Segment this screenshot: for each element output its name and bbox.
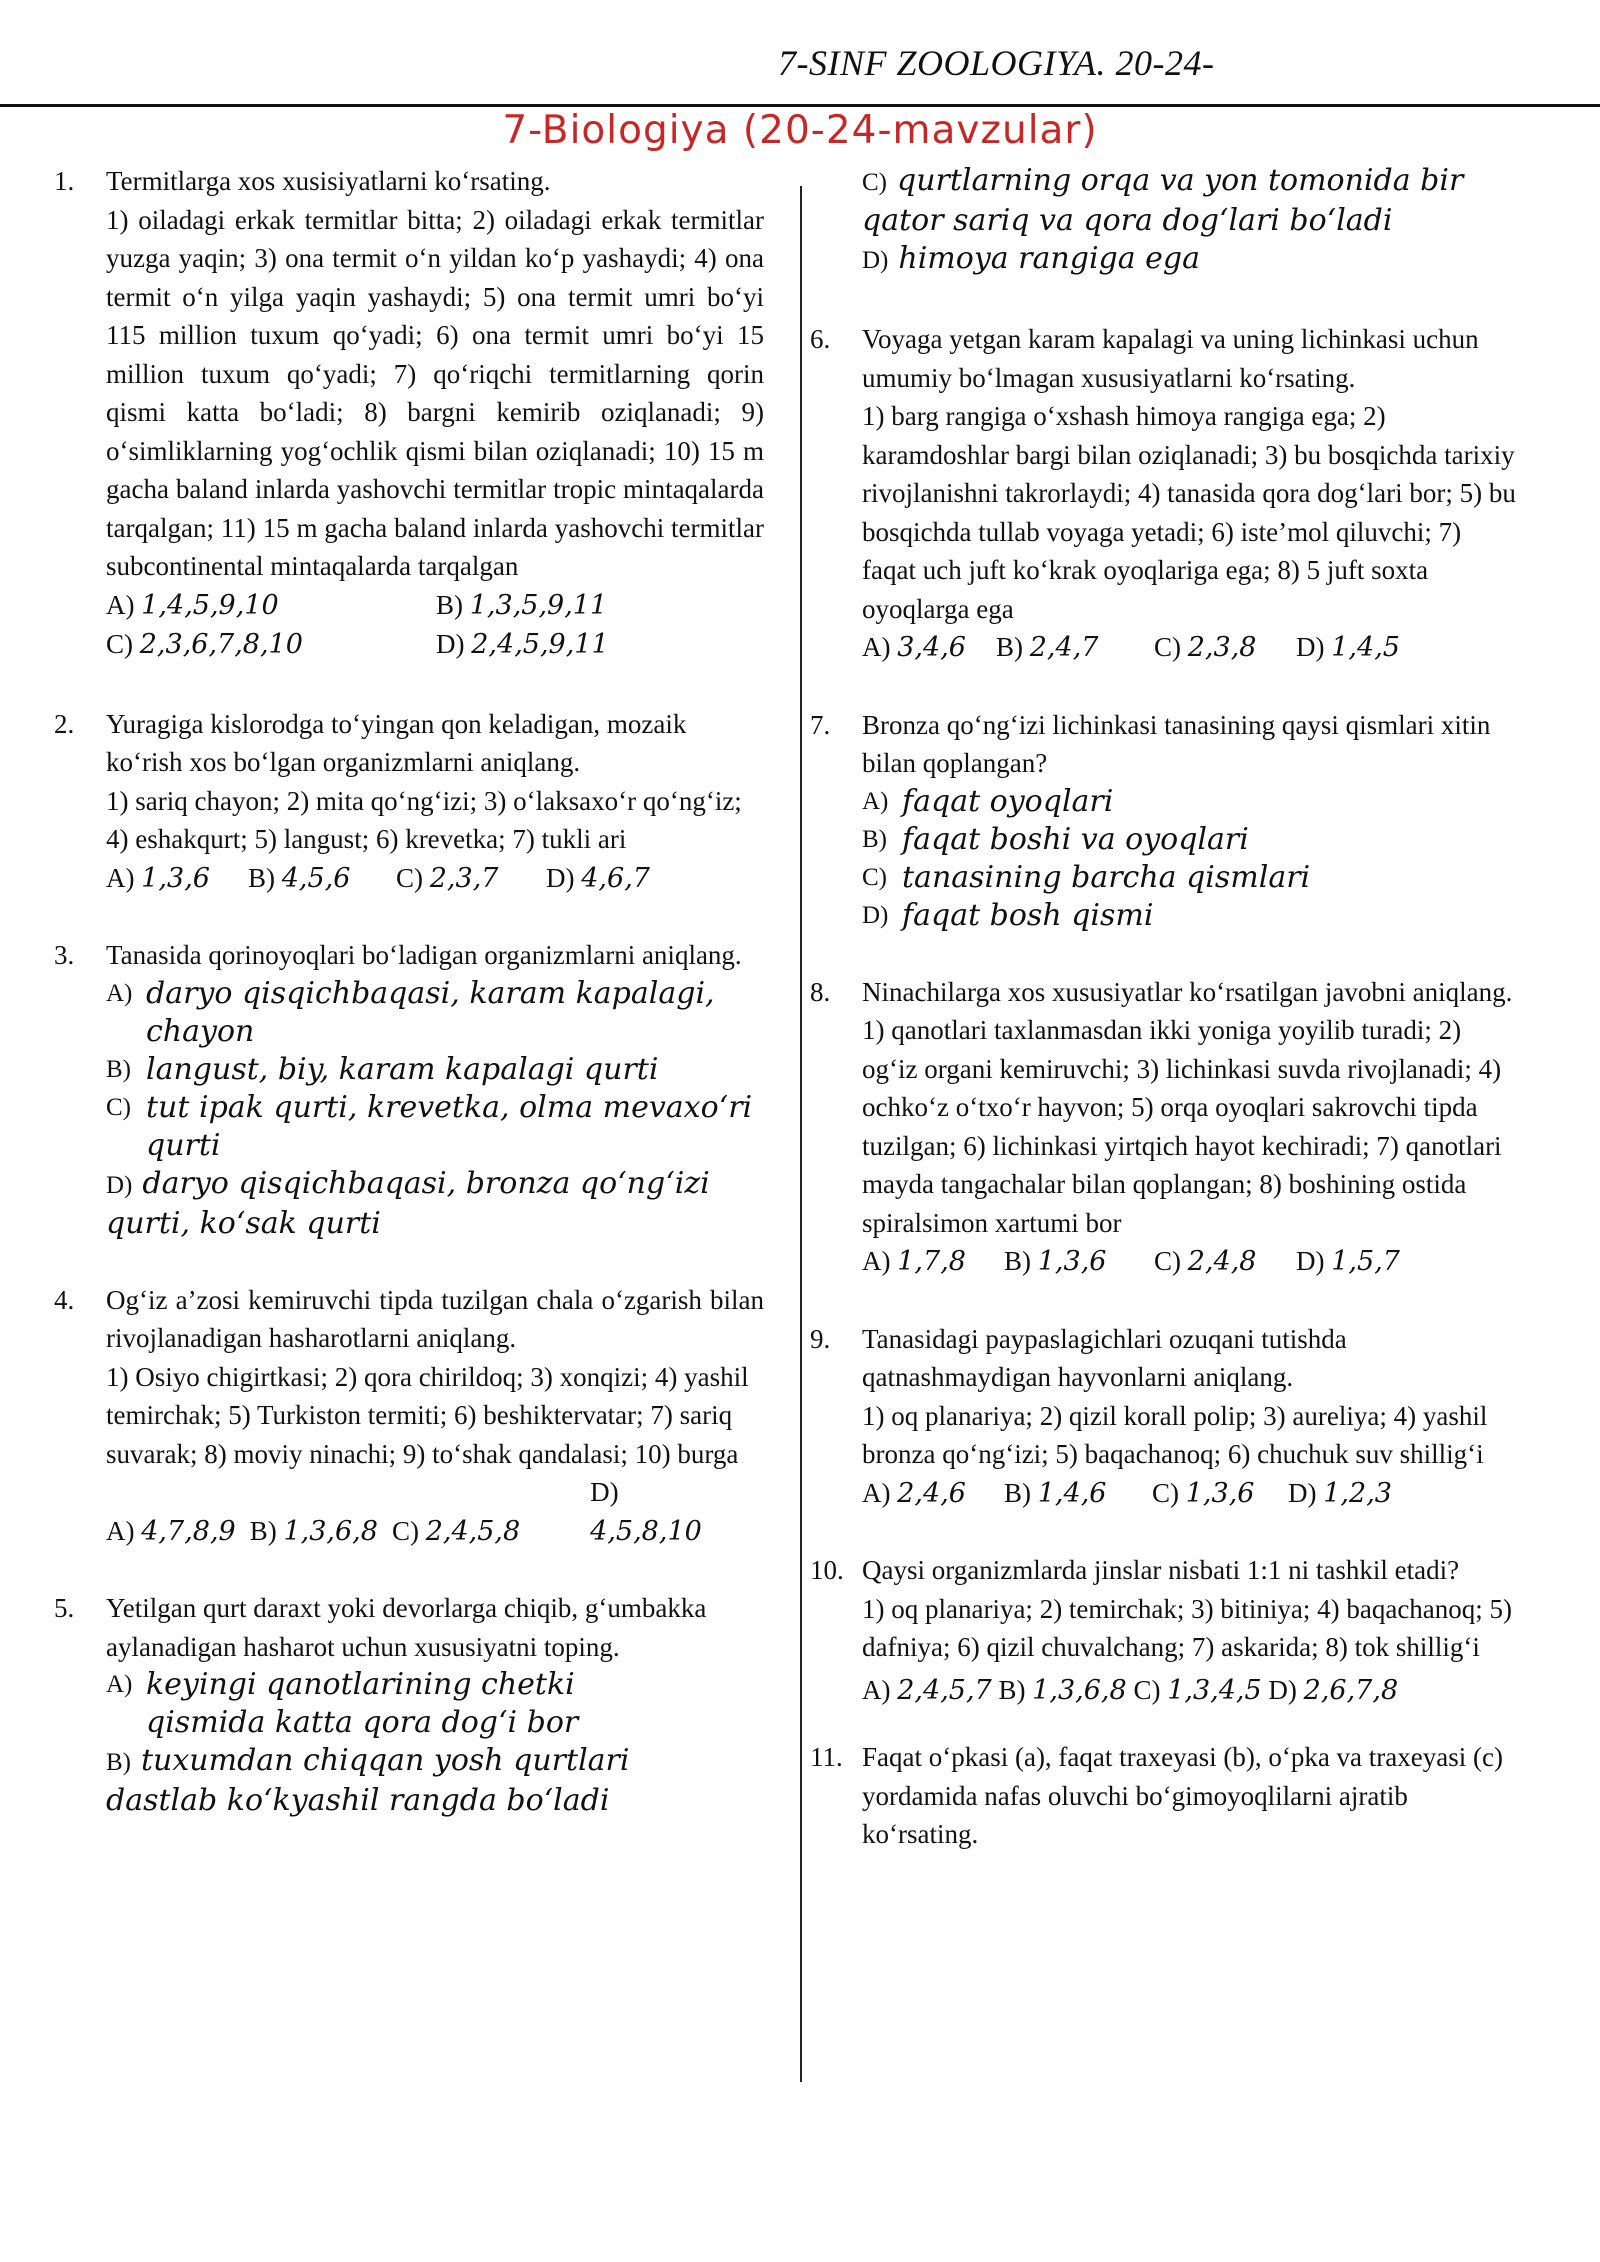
option-value: faqat boshi va oyoqlari bbox=[902, 821, 1249, 857]
option-letter: D) bbox=[1296, 1246, 1325, 1276]
option-value: 1,2,3 bbox=[1323, 1477, 1392, 1509]
question-text: Og‘iz a’zosi kemiruvchi tipda tuzilgan chala o‘zgarish bilan rivojlanadigan hasharotlarni aniqlang. bbox=[106, 1284, 764, 1353]
option-a[interactable] bbox=[862, 1242, 1004, 1282]
question-10 bbox=[810, 1551, 1518, 1710]
question-3 bbox=[54, 936, 764, 1243]
option-letter: B) bbox=[436, 589, 463, 620]
option-letter: C) bbox=[1154, 1246, 1181, 1276]
right-column bbox=[810, 162, 1518, 1854]
option-b[interactable] bbox=[862, 821, 1518, 859]
question-body: 1) sariq chayon; 2) mita qo‘ng‘izi; 3) o‘laksaxo‘r qo‘ng‘iz; 4) eshakqurt; 5) langust; 6) krevetka; 7) tukli ari bbox=[106, 785, 742, 854]
question-number: 4. bbox=[54, 1284, 75, 1315]
question-text: Qaysi organizmlarda jinslar nisbati 1:1 ni tashkil etadi? bbox=[862, 1555, 1460, 1585]
option-c[interactable] bbox=[1152, 1474, 1288, 1514]
option-letter: B) bbox=[1004, 1477, 1031, 1508]
option-value: 4,6,7 bbox=[581, 862, 650, 894]
option-value: keyingi qanotlarining chetki qismida katta qora dog‘i bor bbox=[146, 1667, 579, 1740]
question-number: 11. bbox=[810, 1742, 843, 1772]
option-a[interactable] bbox=[106, 586, 436, 626]
question-11 bbox=[810, 1738, 1518, 1854]
option-b[interactable] bbox=[1004, 1474, 1152, 1514]
option-letter: B) bbox=[249, 1515, 277, 1546]
question-text: Bronza qo‘ng‘izi lichinkasi tanasining qaysi qismlari xitin bilan qoplangan? bbox=[862, 709, 1491, 778]
option-value: 2,3,8 bbox=[1187, 632, 1257, 663]
option-letter: D) bbox=[1268, 1674, 1297, 1705]
option-letter: D) bbox=[436, 629, 465, 659]
option-a[interactable] bbox=[106, 1512, 236, 1552]
option-d[interactable] bbox=[1296, 1242, 1400, 1282]
option-d[interactable] bbox=[436, 625, 609, 665]
question-number: 2. bbox=[54, 708, 75, 739]
option-letter: C) bbox=[106, 629, 133, 659]
question-text: Yuragiga kislorodga to‘yingan qon keladigan, mozaik ko‘rish xos bo‘lgan organizmlarni aniqlang. bbox=[106, 708, 687, 777]
option-letter: D) bbox=[590, 1477, 619, 1507]
option-value: 2,4,6 bbox=[897, 1477, 966, 1509]
question-4 bbox=[54, 1281, 764, 1552]
option-value: 4,5,8,10 bbox=[590, 1515, 702, 1547]
question-number: 10. bbox=[810, 1555, 844, 1585]
option-letter: A) bbox=[106, 862, 135, 893]
question-number: 8. bbox=[810, 976, 831, 1007]
question-number: 9. bbox=[810, 1323, 831, 1354]
option-letter: D) bbox=[106, 1171, 133, 1199]
options-row bbox=[862, 1474, 1518, 1514]
option-value: 1,3,6 bbox=[1185, 1477, 1255, 1509]
option-c[interactable] bbox=[862, 162, 1518, 240]
question-6 bbox=[810, 320, 1518, 668]
question-body: 1) oq planariya; 2) qizil korall polip; 3) aureliya; 4) yashil bronza qo‘ng‘izi; 5) baqachanoq; 6) chuchuk suv shillig‘i bbox=[862, 1400, 1488, 1469]
option-letter: A) bbox=[862, 632, 891, 662]
option-value: 2,4,5,8 bbox=[425, 1515, 521, 1547]
option-letter: C) bbox=[391, 1515, 419, 1546]
question-text: Tanasida qorinoyoqlari bo‘ladigan organizmlarni aniqlang. bbox=[106, 940, 742, 970]
option-letter: A) bbox=[862, 787, 889, 815]
option-b[interactable] bbox=[106, 1742, 694, 1820]
option-letter: B) bbox=[106, 1749, 131, 1776]
option-b[interactable] bbox=[106, 1051, 764, 1089]
option-d[interactable] bbox=[590, 1473, 702, 1551]
question-body: 1) oq planariya; 2) temirchak; 3) bitiniya; 4) baqachanoq; 5) dafniya; 6) qizil chuvalchang; 7) askarida; 8) tok shillig‘i bbox=[862, 1593, 1513, 1662]
option-letter: C) bbox=[396, 862, 423, 893]
option-a[interactable] bbox=[862, 783, 1518, 821]
option-letter: D) bbox=[862, 901, 889, 929]
option-value: qurtlarning orqa va yon tomonida bir qator sariq va qora dog‘lari bo‘ladi bbox=[862, 163, 1464, 238]
option-b[interactable] bbox=[436, 586, 607, 626]
option-value: 3,4,6 bbox=[897, 632, 966, 663]
option-c[interactable] bbox=[862, 859, 1518, 897]
option-value: 1,3,6 bbox=[141, 862, 210, 894]
option-c[interactable] bbox=[106, 1089, 764, 1165]
option-value: 2,4,5,7 bbox=[897, 1674, 992, 1706]
option-value: 1,7,8 bbox=[897, 1246, 966, 1277]
option-value: tanasining barcha qismlari bbox=[902, 859, 1311, 895]
option-value: 1,5,7 bbox=[1331, 1246, 1400, 1277]
option-c[interactable] bbox=[1154, 1242, 1296, 1282]
option-value: 1,4,6 bbox=[1037, 1477, 1107, 1509]
option-value: 1,3,6 bbox=[1037, 1246, 1107, 1277]
option-b[interactable] bbox=[1004, 1242, 1154, 1282]
option-a[interactable] bbox=[862, 1671, 992, 1711]
option-value: daryo qisqichbaqasi, karam kapalagi, chayon bbox=[146, 975, 715, 1049]
option-value: 2,4,7 bbox=[1029, 632, 1099, 663]
option-b[interactable] bbox=[998, 1671, 1126, 1711]
option-value: 2,3,7 bbox=[429, 862, 499, 894]
option-letter: A) bbox=[106, 979, 133, 1007]
left-column bbox=[54, 162, 764, 1820]
option-value: 2,6,7,8 bbox=[1303, 1674, 1399, 1706]
option-value: 1,4,5,9,10 bbox=[141, 589, 279, 621]
option-value: 2,3,6,7,8,10 bbox=[139, 629, 303, 660]
question-text: Ninachilarga xos xususiyatlar ko‘rsatilgan javobni aniqlang. bbox=[862, 976, 1513, 1007]
question-body: 1) barg rangiga o‘xshash himoya rangiga ega; 2) karamdoshlar bargi bilan oziqlanadi; 3) bu bosqichda tarixiy rivojlanishni takrorlaydi; 4) tanasida qora dog‘lari bor; 5) bu bosqichda tullab voyaga yetadi; 6) iste’mol qiluvchi; 7) faqat uch juft ko‘krak oyoqlariga ega; 8) 5 juft soxta oyoqlarga ega bbox=[862, 401, 1516, 624]
question-9 bbox=[810, 1320, 1518, 1514]
option-value: himoya rangiga ega bbox=[898, 241, 1201, 276]
option-b[interactable] bbox=[248, 859, 396, 899]
option-c[interactable] bbox=[106, 625, 436, 665]
column-divider bbox=[800, 186, 802, 2082]
question-text: Yetilgan qurt daraxt yoki devorlarga chiqib, g‘umbakka aylanadigan hasharot uchun xususiyatni toping. bbox=[106, 1593, 707, 1662]
question-number: 7. bbox=[810, 709, 831, 740]
option-letter: C) bbox=[862, 863, 887, 891]
option-value: 1,3,6,8 bbox=[1032, 1674, 1127, 1706]
option-value: faqat bosh qismi bbox=[902, 897, 1154, 933]
option-letter: B) bbox=[106, 1055, 131, 1083]
option-value: faqat oyoqlari bbox=[902, 783, 1114, 819]
question-5 bbox=[54, 1589, 764, 1820]
option-value: 2,4,5,9,11 bbox=[471, 629, 609, 660]
option-value: 1,3,6,8 bbox=[283, 1515, 378, 1547]
question-text: Faqat o‘pkasi (a), faqat traxeyasi (b), o‘pka va traxeyasi (c) yordamida nafas oluvchi bo‘gimoyoqlilarni ajratib ko‘rsating. bbox=[862, 1742, 1503, 1849]
running-head: 7-SINF ZOOLOGIYA. 20-24- bbox=[778, 43, 1215, 83]
option-a[interactable] bbox=[106, 859, 248, 899]
option-value: tuxumdan chiqqan yosh qurtlari dastlab ko‘kyashil rangda bo‘ladi bbox=[106, 1743, 630, 1818]
question-number: 5. bbox=[54, 1593, 75, 1623]
options-row bbox=[106, 859, 764, 899]
option-a[interactable] bbox=[862, 628, 996, 668]
option-value: tut ipak qurti, krevetka, olma mevaxo‘ri qurti bbox=[146, 1089, 753, 1163]
options-row bbox=[862, 628, 1518, 668]
option-letter: C) bbox=[106, 1093, 131, 1121]
question-2 bbox=[54, 705, 764, 899]
option-letter: D) bbox=[862, 247, 889, 274]
option-value: 1,3,5,9,11 bbox=[469, 589, 608, 621]
option-letter: A) bbox=[862, 1477, 891, 1508]
question-text: Termitlarga xos xusisiyatlarni ko‘rsating. bbox=[106, 166, 551, 196]
option-letter: D) bbox=[546, 862, 575, 893]
option-letter: A) bbox=[106, 1515, 135, 1546]
options-row bbox=[862, 1242, 1518, 1282]
question-number: 3. bbox=[54, 940, 75, 970]
option-letter: B) bbox=[862, 825, 887, 853]
option-letter: B) bbox=[1004, 1246, 1031, 1276]
options-row bbox=[106, 586, 764, 626]
option-letter: C) bbox=[1154, 632, 1181, 662]
question-8 bbox=[810, 973, 1518, 1282]
option-letter: D) bbox=[1288, 1477, 1317, 1508]
option-c[interactable] bbox=[392, 1512, 520, 1552]
option-value: 4,5,6 bbox=[281, 862, 351, 894]
option-a[interactable] bbox=[106, 975, 764, 1051]
option-value: 1,4,5 bbox=[1331, 632, 1400, 663]
option-letter: A) bbox=[106, 589, 135, 620]
question-body: 1) oiladagi erkak termitlar bitta; 2) oiladagi erkak termitlar yuzga yaqin; 3) ona termit o‘n yildan ko‘p yashaydi; 4) ona termit o‘n yilga yaqin yashaydi; 5) ona termit umri bo‘yi 115 million tuxum qo‘yadi; 6) ona termit umri bo‘yi 15 million tuxum qo‘yadi; 7) qo‘riqchi termitlarning qorin qismi katta bo‘ladi; 8) bargni kemirib oziqlanadi; 9) o‘simliklarning yog‘ochlik qismi bilan oziqlanadi; 10) 15 m gacha baland inlarda yashovchi termitlar tropic mintaqalarda tarqalgan; 11) 15 m gacha baland inlarda yashovchi termitlar subcontinental mintaqalarda tarqalgan bbox=[106, 204, 764, 581]
header-rule bbox=[0, 104, 1600, 107]
option-c[interactable] bbox=[396, 859, 546, 899]
options-row bbox=[106, 1473, 764, 1551]
option-letter: C) bbox=[1152, 1477, 1179, 1508]
option-d[interactable] bbox=[862, 240, 1518, 280]
option-a[interactable] bbox=[106, 1666, 694, 1742]
option-d[interactable] bbox=[106, 1165, 764, 1243]
question-text: Tanasidagi paypaslagichlari ozuqani tutishda qatnashmaydigan hayvonlarni aniqlang. bbox=[862, 1323, 1347, 1392]
option-value: 1,3,4,5 bbox=[1167, 1674, 1262, 1706]
question-text: Voyaga yetgan karam kapalagi va uning lichinkasi uchun umumiy bo‘lmagan xususiyatlarni ko‘rsating. bbox=[862, 324, 1479, 393]
option-d[interactable] bbox=[546, 859, 650, 899]
option-d[interactable] bbox=[862, 897, 1518, 935]
option-letter: B) bbox=[998, 1674, 1026, 1705]
options-row bbox=[106, 625, 764, 665]
option-letter: C) bbox=[862, 169, 887, 196]
option-letter: C) bbox=[1133, 1674, 1161, 1705]
option-letter: B) bbox=[248, 862, 275, 893]
option-letter: A) bbox=[862, 1246, 891, 1276]
option-value: 2,4,8 bbox=[1187, 1246, 1257, 1277]
option-letter: A) bbox=[862, 1674, 891, 1705]
option-b[interactable] bbox=[250, 1512, 378, 1552]
question-7 bbox=[810, 706, 1518, 935]
option-letter: D) bbox=[1296, 632, 1325, 662]
option-b[interactable] bbox=[996, 628, 1154, 668]
option-letter: A) bbox=[106, 1671, 133, 1698]
option-a[interactable] bbox=[862, 1474, 1004, 1514]
question-number: 1. bbox=[54, 166, 75, 196]
option-value: langust, biy, karam kapalagi qurti bbox=[146, 1051, 659, 1087]
question-body: 1) Osiyo chigirtkasi; 2) qora chirildoq; 3) xonqizi; 4) yashil temirchak; 5) Turkiston termiti; 6) beshiktervatar; 7) sariq suvarak; 8) moviy ninachi; 9) to‘shak qandalasi; 10) burga bbox=[106, 1361, 749, 1469]
question-1 bbox=[54, 162, 764, 665]
option-c[interactable] bbox=[1133, 1671, 1261, 1711]
option-d[interactable] bbox=[1296, 628, 1400, 668]
question-5-continued bbox=[810, 162, 1518, 280]
question-number: 6. bbox=[810, 324, 831, 354]
options-row bbox=[862, 1671, 1518, 1711]
option-value: 4,7,8,9 bbox=[141, 1515, 236, 1547]
option-d[interactable] bbox=[1288, 1474, 1392, 1514]
option-value: daryo qisqichbaqasi, bronza qo‘ng‘izi qurti, ko‘sak qurti bbox=[106, 1165, 710, 1241]
option-letter: B) bbox=[996, 632, 1023, 662]
option-d[interactable] bbox=[1268, 1671, 1398, 1711]
question-body: 1) qanotlari taxlanmasdan ikki yoniga yoyilib turadi; 2) og‘iz organi kemiruvchi; 3) lichinkasi suvda rivojlanadi; 4) ochko‘z o‘txo‘r hayvon; 5) orqa oyoqlari sakrovchi tipda tuzilgan; 6) lichinkasi yirtqich hayot kechiradi; 7) qanotlari mayda tangachalar bilan qoplangan; 8) boshining ostida spiralsimon xartumi bor bbox=[862, 1015, 1502, 1238]
document-title: 7-Biologiya (20-24-mavzular) bbox=[502, 108, 1098, 153]
option-c[interactable] bbox=[1154, 628, 1296, 668]
